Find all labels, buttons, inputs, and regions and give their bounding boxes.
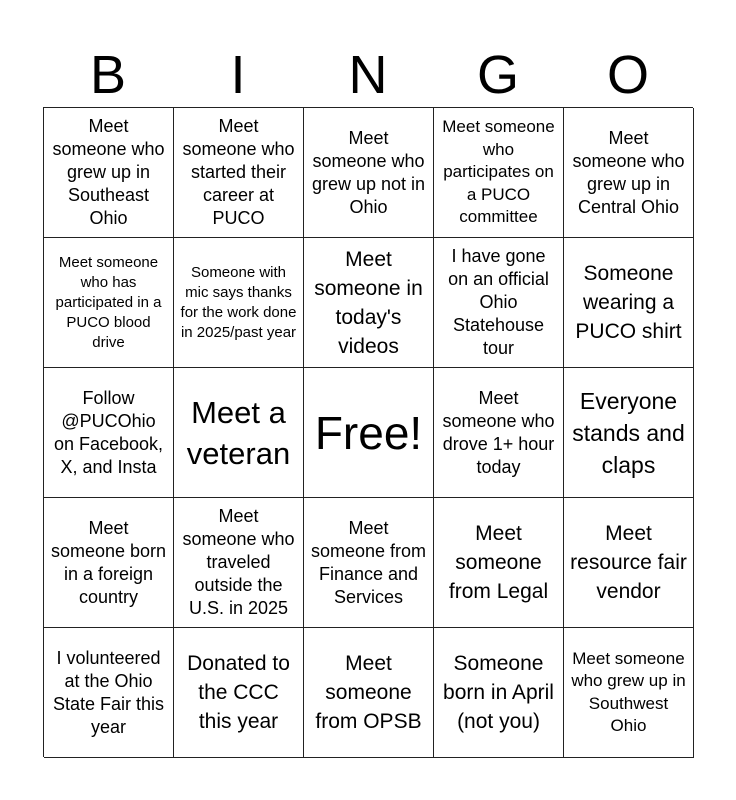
cell-text: Meet resource fair vendor [570, 522, 687, 603]
bingo-cell-r2c2[interactable] [174, 238, 304, 368]
bingo-cell-r2c4[interactable] [434, 238, 564, 368]
bingo-cell-r4c5[interactable] [564, 498, 694, 628]
cell-text: Meet someone who started their career at PUCO [182, 116, 295, 228]
bingo-cell-r2c3[interactable] [304, 238, 434, 368]
bingo-cell-r5c1[interactable] [44, 628, 174, 758]
free-space-text: Free! [314, 406, 423, 459]
cell-text: Meet someone born in a foreign country [50, 517, 167, 607]
bingo-cell-r1c4[interactable] [434, 108, 564, 238]
cell-text: Follow @PUCOhio on Facebook, X, and Insta [53, 387, 164, 477]
bingo-cell-r1c1[interactable] [44, 108, 174, 238]
header-letter-g: G [476, 45, 519, 105]
bingo-cell-r4c1[interactable] [44, 498, 174, 628]
cell-text: Someone born in April (not you) [443, 652, 554, 733]
bingo-header [43, 42, 693, 108]
bingo-cell-r4c2[interactable] [174, 498, 304, 628]
cell-text: Someone with mic says thanks for the work done in 2025/past year [180, 263, 297, 341]
bingo-cell-r3c2[interactable] [174, 368, 304, 498]
bingo-grid [43, 107, 693, 757]
bingo-cell-r1c3[interactable] [304, 108, 434, 238]
cell-text: Meet someone who traveled outside the U.S. in 2025 [182, 506, 295, 618]
header-letter-n: N [348, 45, 388, 105]
bingo-cell-r5c2[interactable] [174, 628, 304, 758]
bingo-cell-r3c5[interactable] [564, 368, 694, 498]
cell-text: Meet someone from Finance and Services [310, 517, 427, 607]
bingo-cell-r4c4[interactable] [434, 498, 564, 628]
header-letter-i: I [230, 45, 246, 105]
cell-text: Donated to the CCC this year [187, 652, 290, 733]
bingo-cell-r3c4[interactable] [434, 368, 564, 498]
cell-text: Meet someone who participates on a PUCO committee [442, 117, 555, 227]
bingo-cell-r5c4[interactable] [434, 628, 564, 758]
cell-text: Meet someone who grew up in Southeast Ohio [52, 116, 165, 228]
bingo-cell-r2c5[interactable] [564, 238, 694, 368]
header-letter-b: B [89, 45, 127, 105]
cell-text: Meet someone who grew up not in Ohio [311, 127, 426, 217]
cell-text: Meet someone who has participated in a PUCO blood drive [55, 253, 162, 351]
bingo-cell-r2c1[interactable] [44, 238, 174, 368]
cell-text: Meet someone in today's videos [314, 247, 423, 358]
bingo-cell-r1c2[interactable] [174, 108, 304, 238]
bingo-cell-r3c3-free[interactable] [304, 368, 434, 498]
header-letter-o: O [606, 45, 649, 105]
bingo-cell-r5c5[interactable] [564, 628, 694, 758]
cell-text: Meet someone from Legal [448, 522, 549, 603]
cell-text: Meet someone who drove 1+ hour today [442, 387, 555, 477]
cell-text: Meet someone who grew up in Central Ohio [572, 127, 685, 217]
cell-text: Meet someone who grew up in Southwest Ohio [571, 648, 686, 735]
cell-text: Everyone stands and claps [572, 387, 685, 478]
cell-text: Meet a veteran [186, 394, 291, 471]
cell-text: Someone wearing a PUCO shirt [575, 262, 682, 343]
cell-text: I volunteered at the Ohio State Fair this year [52, 647, 165, 737]
cell-text: Meet someone from OPSB [315, 652, 422, 733]
bingo-cell-r3c1[interactable] [44, 368, 174, 498]
bingo-cell-r4c3[interactable] [304, 498, 434, 628]
cell-text: I have gone on an official Ohio Statehouse tour [448, 246, 549, 358]
bingo-cell-r5c3[interactable] [304, 628, 434, 758]
bingo-cell-r1c5[interactable] [564, 108, 694, 238]
